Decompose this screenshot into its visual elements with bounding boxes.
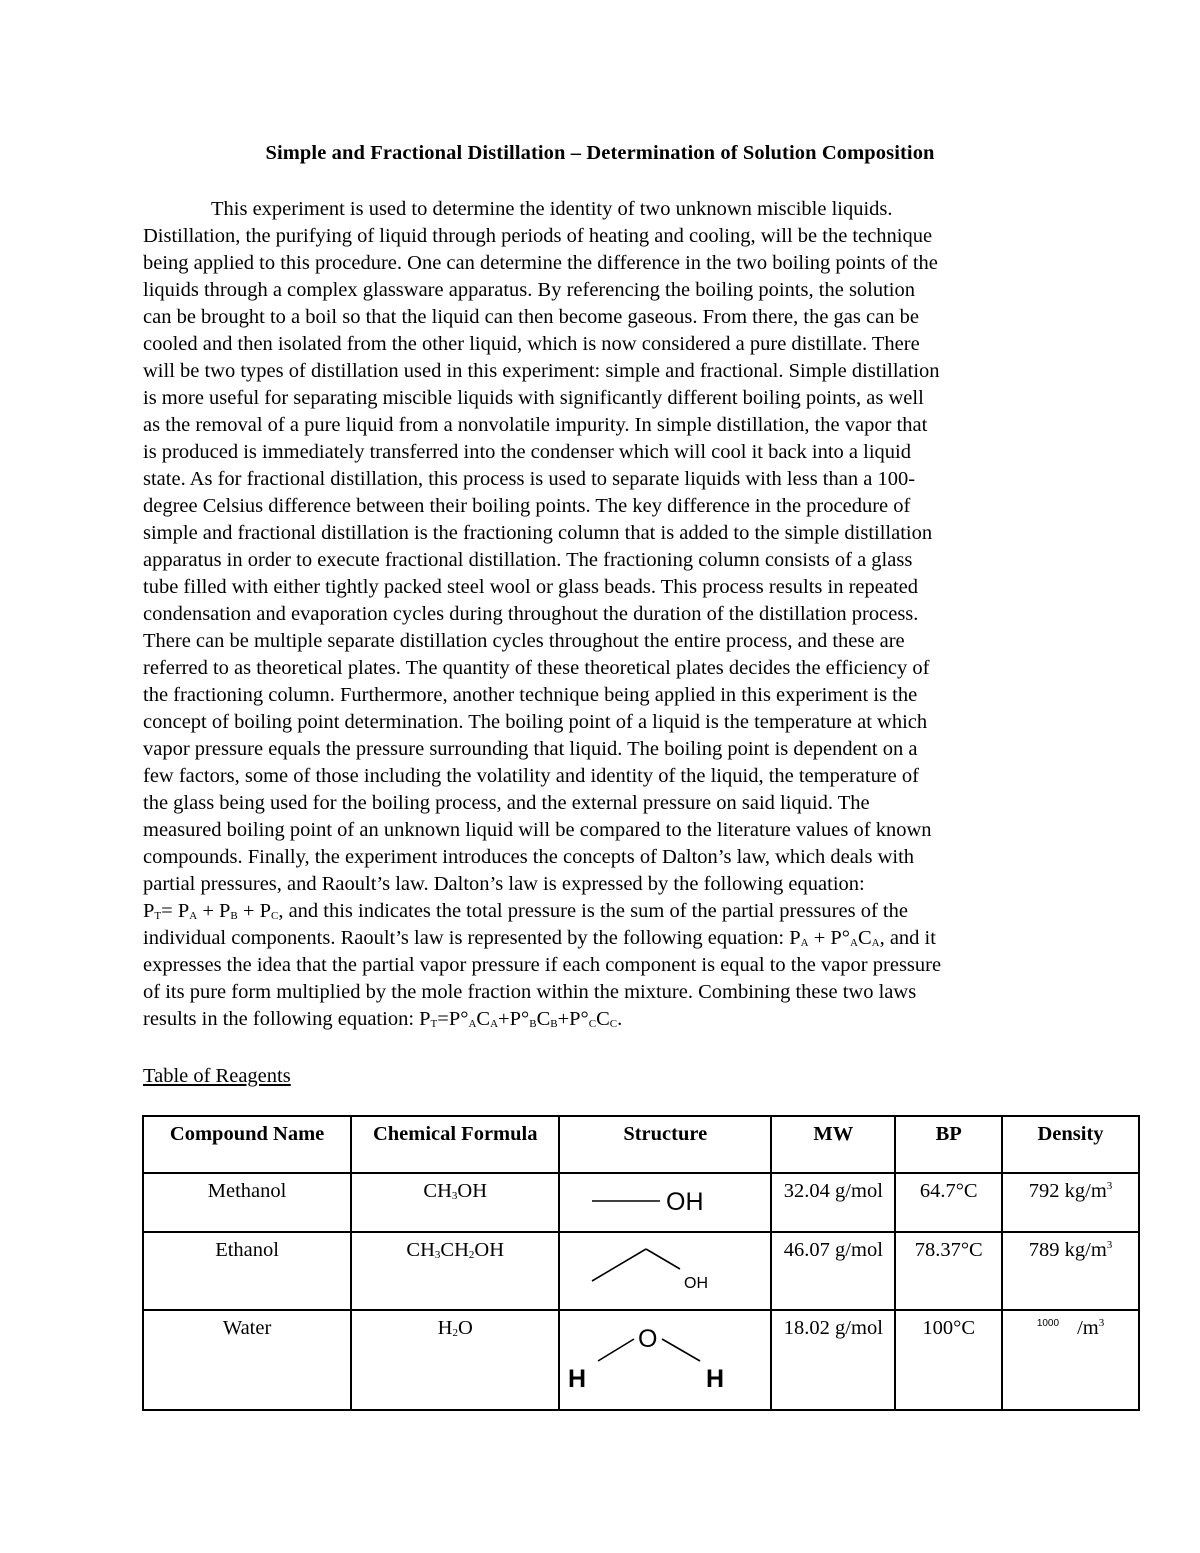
density-cell: 792 $kg/m^3$ <box>1002 1173 1139 1232</box>
structure-label: OH <box>666 1188 704 1216</box>
paragraph-line: cooled and then isolated from the other liquid, which is now considered a pure distillate. There <box>143 333 920 355</box>
ethanol-structure-icon <box>560 1233 770 1309</box>
column-header: MW <box>771 1116 895 1173</box>
paragraph-line: is more useful for separating miscible liquids with significantly different boiling points, as well <box>143 387 924 409</box>
structure-cell <box>559 1310 771 1410</box>
dalton-equation-line: $P_T= P_A + P_B + P_C$, and this indicates the total pressure is the sum of the partial pressures of the <box>143 900 908 922</box>
column-header: Density <box>1002 1116 1139 1173</box>
paragraph-line: degree Celsius difference between their boiling points. The key difference in the procedure of <box>143 495 911 517</box>
mw-cell: 32.04 g/mol <box>771 1173 895 1232</box>
paragraph-line: can be brought to a boil so that the liquid can then become gaseous. From there, the gas can be <box>143 306 919 328</box>
column-header: Compound Name <box>143 1116 351 1173</box>
table-header-row <box>143 1116 1139 1173</box>
structure-label-oxygen: O <box>638 1325 658 1353</box>
column-header: Structure <box>559 1116 771 1173</box>
paragraph-line: referred to as theoretical plates. The quantity of these theoretical plates decides the efficiency of <box>143 657 930 679</box>
paragraph-line: apparatus in order to execute fractional distillation. The fractioning column consists of a glass <box>143 549 913 571</box>
paragraph-line: Distillation, the purifying of liquid through periods of heating and cooling, will be the technique <box>143 225 933 247</box>
methanol-structure-icon <box>560 1174 770 1231</box>
reagents-table <box>142 1115 1140 1411</box>
paragraph-line: liquids through a complex glassware apparatus. By referencing the boiling points, the solution <box>143 279 916 301</box>
density-cell: 789 $kg/m^3$ <box>1002 1232 1139 1310</box>
document-title: Simple and Fractional Distillation – Determination of Solution Composition <box>265 142 935 164</box>
paragraph-line: compounds. Finally, the experiment introduces the concepts of Dalton’s law, which deals with <box>143 846 915 868</box>
paragraph-line: condensation and evaporation cycles during throughout the duration of the distillation process. <box>143 603 919 625</box>
paragraph-line: is produced is immediately transferred into the condenser which will cool it back into a liquid <box>143 441 911 463</box>
column-header: BP <box>895 1116 1002 1173</box>
paragraph-line: will be two types of distillation used in this experiment: simple and fractional. Simple distillation <box>143 360 940 382</box>
paragraph-line: of its pure form multiplied by the mole fraction within the mixture. Combining these two laws <box>143 981 917 1003</box>
water-structure-icon <box>560 1311 770 1409</box>
paragraph-line: measured boiling point of an unknown liquid will be compared to the literature values of known <box>143 819 932 841</box>
paragraph-line: the glass being used for the boiling process, and the external pressure on said liquid. The <box>143 792 870 814</box>
paragraph-line: This experiment is used to determine the identity of two unknown miscible liquids. <box>211 198 893 220</box>
structure-bond <box>592 1249 646 1281</box>
paragraph-line: There can be multiple separate distillation cycles throughout the entire process, and these are <box>143 630 905 652</box>
column-header: Chemical Formula <box>351 1116 559 1173</box>
density-cell: $^{1000}$ $/m^3$ <box>1002 1310 1139 1410</box>
paragraph-line: vapor pressure equals the pressure surrounding that liquid. The boiling point is dependent on a <box>143 738 918 760</box>
structure-cell <box>559 1173 771 1232</box>
paragraph-line: expresses the idea that the partial vapor pressure if each component is equal to the vapor pressure <box>143 954 942 976</box>
intro-paragraph <box>143 196 1063 1033</box>
paragraph-line: partial pressures, and Raoult’s law. Dalton’s law is expressed by the following equation: <box>143 873 865 895</box>
raoult-equation-line: individual components. Raoult’s law is represented by the following equation: $P_A + P^\circ_AC_A$, and it <box>143 927 936 949</box>
table-row <box>143 1173 1139 1232</box>
chemical-formula-cell: $CH_3CH_2OH$ <box>351 1232 559 1310</box>
combined-equation-line: results in the following equation: $P_T=P^\circ_AC_A+P^\circ_BC_B+P^\circ_CC_C$. <box>143 1008 623 1030</box>
structure-label-hydrogen: H <box>568 1365 587 1393</box>
structure-bond <box>598 1339 634 1361</box>
compound-name-cell: Water <box>143 1310 351 1410</box>
structure-bond <box>646 1249 680 1269</box>
chemical-formula-cell: $CH_3OH$ <box>351 1173 559 1232</box>
paragraph-line: simple and fractional distillation is the fractioning column that is added to the simple distillation <box>143 522 933 544</box>
paragraph-line: being applied to this procedure. One can determine the difference in the two boiling points of the <box>143 252 938 274</box>
structure-label: OH <box>684 1275 709 1292</box>
structure-bond <box>662 1339 700 1361</box>
mw-cell: 46.07 g/mol <box>771 1232 895 1310</box>
compound-name-cell: Ethanol <box>143 1232 351 1310</box>
table-heading: Table of Reagents <box>143 1065 291 1087</box>
table-row <box>143 1232 1139 1310</box>
paragraph-line: as the removal of a pure liquid from a nonvolatile impurity. In simple distillation, the vapor that <box>143 414 928 436</box>
bp-cell: 64.7°C <box>895 1173 1002 1232</box>
chemical-formula-cell: $H_2O$ <box>351 1310 559 1410</box>
structure-cell <box>559 1232 771 1310</box>
paragraph-line: state. As for fractional distillation, this process is used to separate liquids with less than a 100- <box>143 468 916 490</box>
paragraph-line: the fractioning column. Furthermore, another technique being applied in this experiment is the <box>143 684 918 706</box>
structure-label-hydrogen: H <box>706 1365 725 1393</box>
mw-cell: 18.02 g/mol <box>771 1310 895 1410</box>
compound-name-cell: Methanol <box>143 1173 351 1232</box>
bp-cell: 78.37°C <box>895 1232 1002 1310</box>
paragraph-line: tube filled with either tightly packed steel wool or glass beads. This process results in repeated <box>143 576 919 598</box>
paragraph-line: concept of boiling point determination. The boiling point of a liquid is the temperature at which <box>143 711 928 733</box>
bp-cell: 100°C <box>895 1310 1002 1410</box>
paragraph-line: few factors, some of those including the volatility and identity of the liquid, the temperature of <box>143 765 919 787</box>
table-row <box>143 1310 1139 1410</box>
